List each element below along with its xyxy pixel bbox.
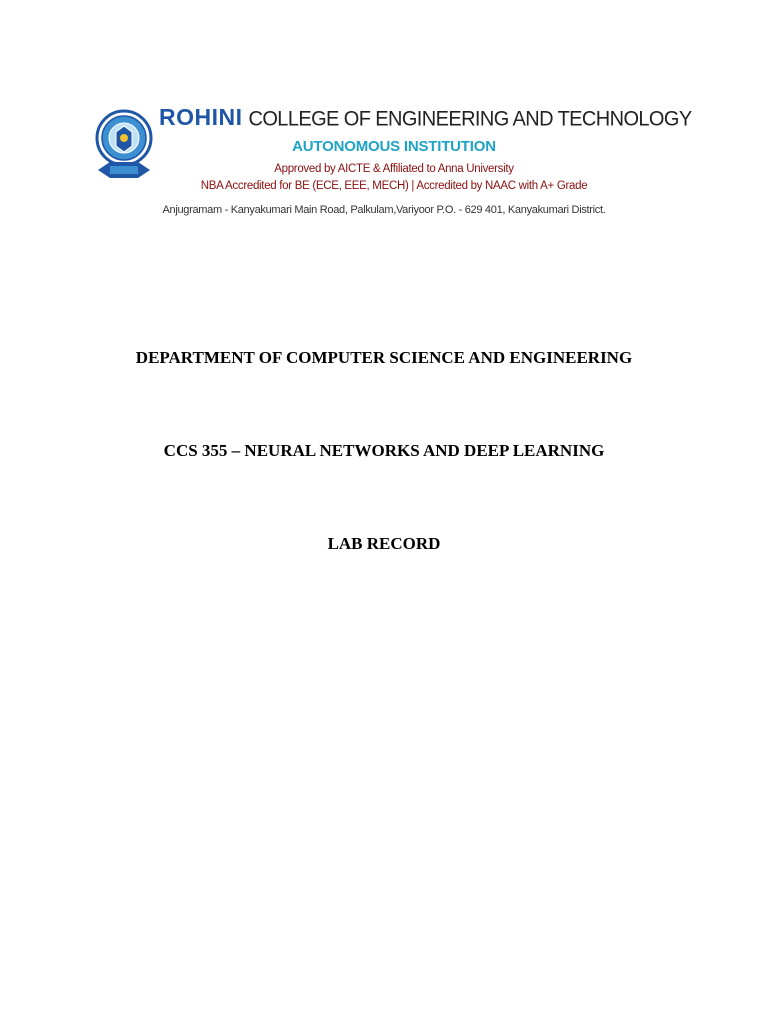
accreditation-line: NBA Accredited for BE (ECE, EEE, MECH) | Accredited by NAAC with A+ Grade <box>200 180 588 192</box>
college-name: COLLEGE OF ENGINEERING AND TECHNOLOGY <box>248 107 692 131</box>
approval-line: Approved by AICTE & Affiliated to Anna University <box>274 163 514 175</box>
college-seal-icon <box>94 104 154 194</box>
record-title: LAB RECORD <box>327 534 441 553</box>
course-title: CCS 355 – NEURAL NETWORKS AND DEEP LEARNING <box>163 441 605 460</box>
autonomous-institution: AUTONOMOUS INSTITUTION <box>292 138 496 155</box>
college-letterhead <box>94 100 694 225</box>
college-address: Anjugramam - Kanyakumari Main Road, Palkulam,Variyoor P.O. - 629 401, Kanyakumari District. <box>162 204 606 216</box>
department-title: DEPARTMENT OF COMPUTER SCIENCE AND ENGINEERING <box>135 348 633 367</box>
college-title <box>159 104 692 131</box>
college-brand: ROHINI <box>159 104 243 130</box>
